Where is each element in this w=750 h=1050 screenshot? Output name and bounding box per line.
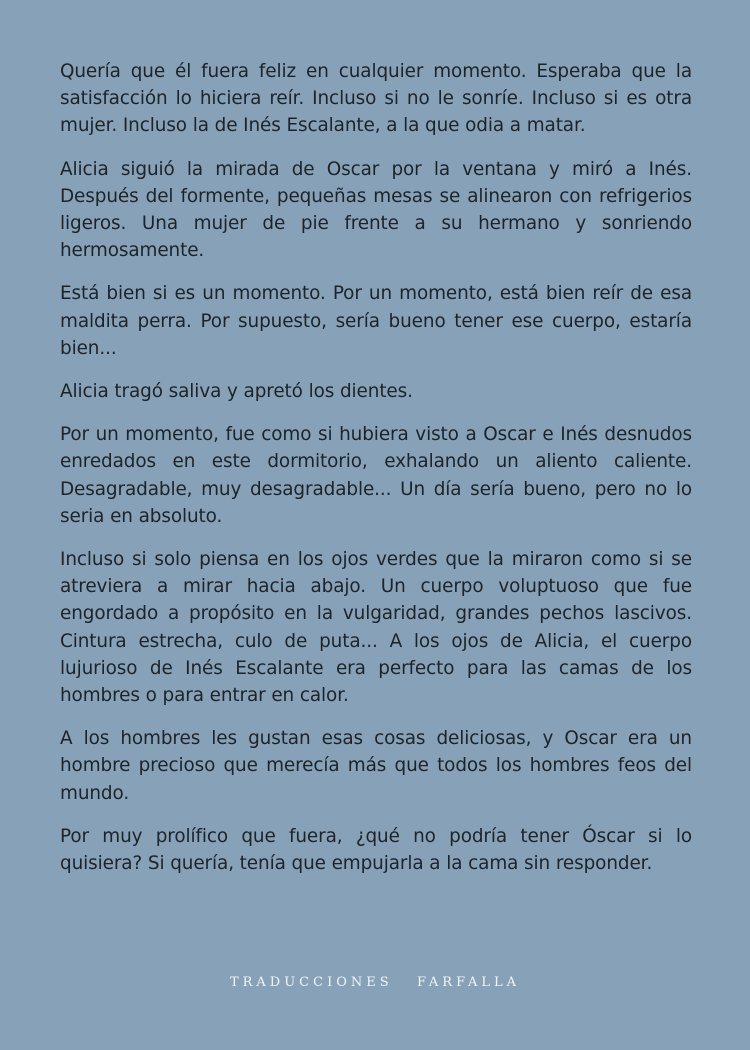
page-body (60, 58, 692, 893)
paragraph: Alicia tragó saliva y apretó los dientes. (60, 381, 413, 403)
paragraph: Por muy prolífico que fuera, ¿qué no podría tener Óscar si lo quisiera? Si quería, tenía que empujarla a la cama sin responder. (60, 825, 692, 875)
footer-credit: TRADUCCIONES FARFALLA (229, 975, 521, 990)
paragraph: Por un momento, fue como si hubiera visto a Oscar e Inés desnudos enredados en este dormitorio, exhalando un aliento caliente. Desagradable, muy desagradable... Un día sería bueno, pero no lo seria en absoluto. (60, 424, 692, 527)
paragraph: Está bien si es un momento. Por un momento, está bien reír de esa maldita perra. Por supuesto, sería bueno tener ese cuerpo, estaría bien... (60, 283, 692, 359)
paragraph: Alicia siguió la mirada de Oscar por la ventana y miró a Inés. Después del formente, pequeñas mesas se alinearon con refrigerios ligeros. Una mujer de pie frente a su hermano y sonriendo hermosamente. (60, 158, 692, 262)
paragraph: Quería que él fuera feliz en cualquier momento. Esperaba que la satisfacción lo hiciera reír. Incluso si no le sonríe. Incluso si es otra mujer. Incluso la de Inés Escalante, a la que odia a matar. (60, 61, 692, 137)
paragraph: Incluso si solo piensa en los ojos verdes que la miraron como si se atreviera a mirar hacia abajo. Un cuerpo voluptuoso que fue engordado a propósito en la vulgaridad, grandes pechos lascivos. Cintura estrecha, culo de puta... A los ojos de Alicia, el cuerpo lujurioso de Inés Escalante era perfecto para las camas de los hombres o para entrar en calor. (60, 549, 692, 707)
paragraph: A los hombres les gustan esas cosas deliciosas, y Oscar era un hombre precioso que merecía más que todos los hombres feos del mundo. (60, 728, 692, 804)
